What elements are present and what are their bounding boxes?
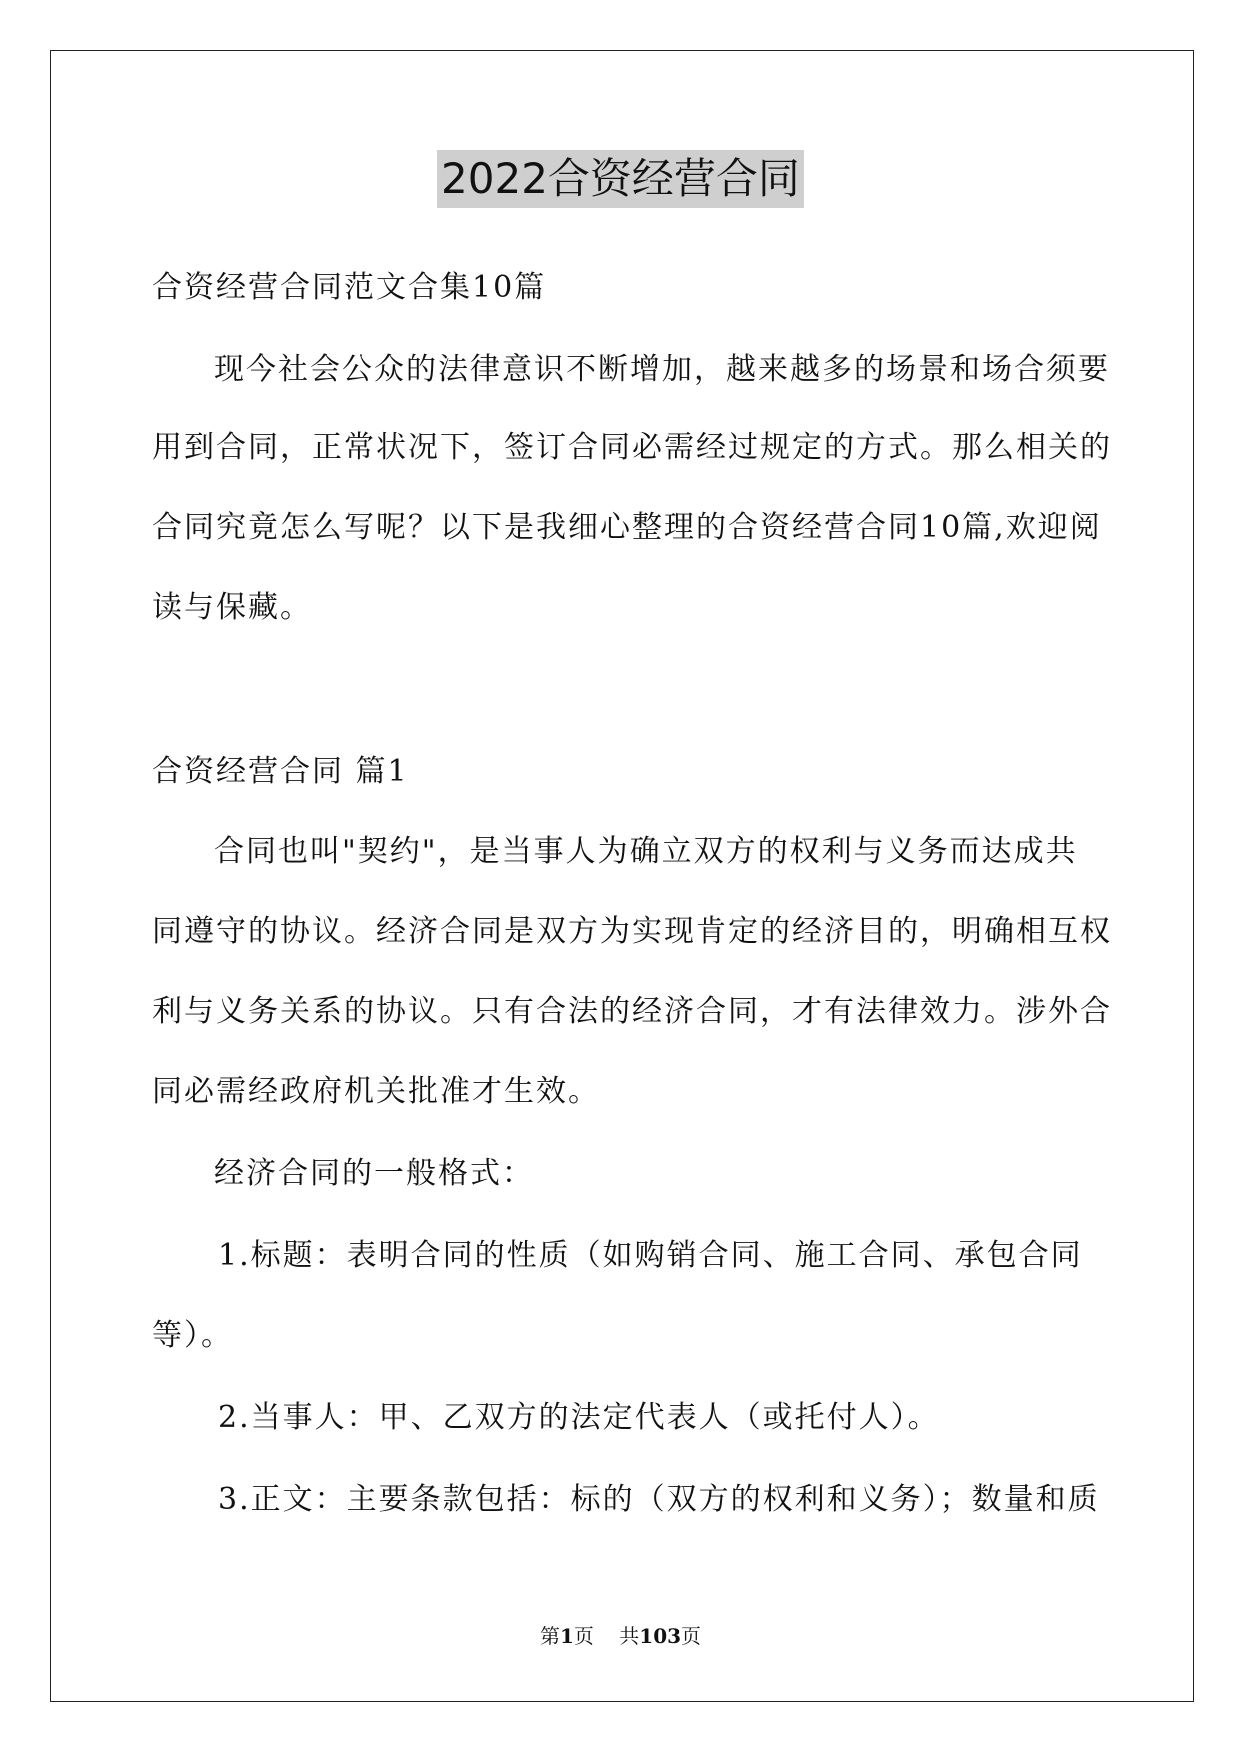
intro-line-1: 现今社会公众的法律意识不断增加，越来越多的场景和场合须要: [214, 352, 1110, 387]
item-2: 2.当事人：甲、乙双方的法定代表人（或托付人）。: [218, 1400, 940, 1435]
item-1-line-1: 1.标题：表明合同的性质（如购销合同、施工合同、承包合同: [218, 1238, 1083, 1273]
document-subtitle: 合资经营合同范文合集10篇: [152, 270, 547, 305]
document-title: 2022合资经营合同: [437, 150, 804, 208]
intro-line-4: 读与保藏。: [152, 590, 312, 625]
footer-middle: 页 共: [573, 1624, 640, 1648]
footer-total-pages: 103: [639, 1624, 682, 1648]
item-3: 3.正文：主要条款包括：标的（双方的权利和义务）；数量和质: [218, 1482, 1100, 1517]
intro-line-2: 用到合同，正常状况下，签订合同必需经过规定的方式。那么相关的: [152, 430, 1112, 465]
section-heading: 合资经营合同 篇1: [152, 754, 409, 789]
intro-line-3: 合同究竟怎么写呢？以下是我细心整理的合资经营合同10篇,欢迎阅: [152, 510, 1102, 545]
section-line-3: 利与义务关系的协议。只有合法的经济合同，才有法律效力。涉外合: [152, 994, 1112, 1029]
section-line-2: 同遵守的协议。经济合同是双方为实现肯定的经济目的，明确相互权: [152, 914, 1112, 949]
section-line-4: 同必需经政府机关批准才生效。: [152, 1074, 600, 1109]
footer-page-number: 1: [559, 1624, 574, 1648]
section-line-1: 合同也叫"契约"，是当事人为确立双方的权利与义务而达成共: [214, 834, 1078, 869]
footer-prefix: 第: [539, 1624, 560, 1648]
title-block: [0, 150, 1241, 208]
footer-suffix: 页: [681, 1624, 702, 1648]
item-1-line-2: 等）。: [152, 1318, 233, 1353]
page-footer: [0, 1620, 1241, 1649]
format-heading: 经济合同的一般格式：: [214, 1156, 534, 1191]
